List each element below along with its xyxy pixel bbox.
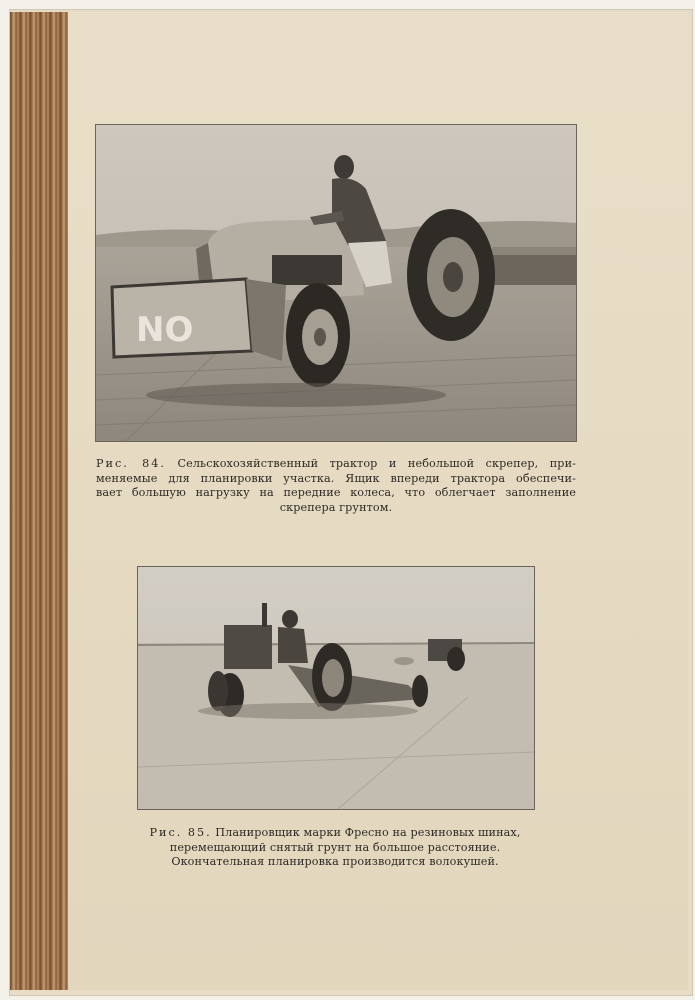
- figure-84-caption-line-2: меняемые для планировки участка. Ящик впереди трактора обеспечи-: [96, 471, 576, 485]
- figure-84-caption-line-1: Рис. 84. Сельскохозяйственный трактор и небольшой скрепер, при-: [96, 457, 577, 470]
- figure-85-photo: [137, 566, 535, 810]
- figure-84-photo: [95, 124, 577, 442]
- figure-84-caption: [96, 457, 576, 515]
- figure-85-caption-line-1: Рис. 85. Планировщик марки Фресно на резиновых шинах,: [149, 826, 521, 839]
- box-lettering: NO: [136, 310, 194, 350]
- book-page-edges: [10, 12, 70, 990]
- figure-85-caption-line-2: перемещающий снятый грунт на большое расстояние.: [169, 840, 501, 854]
- figure-85-caption: [130, 826, 540, 870]
- figure-85-caption-line-3: Окончательная планировка производится волокушей.: [171, 855, 499, 868]
- figure-85-label: Рис. 85.: [149, 826, 212, 839]
- figure-84-label: Рис. 84.: [96, 457, 166, 470]
- tractor-scraper-photo: [96, 125, 576, 441]
- figure-84-caption-line-4: скрепера грунтом.: [279, 500, 393, 514]
- fresno-leveler-photo: [138, 567, 534, 809]
- figure-84-caption-line-3: вает большую нагрузку на передние колеса, что облегчает заполнение: [96, 486, 576, 499]
